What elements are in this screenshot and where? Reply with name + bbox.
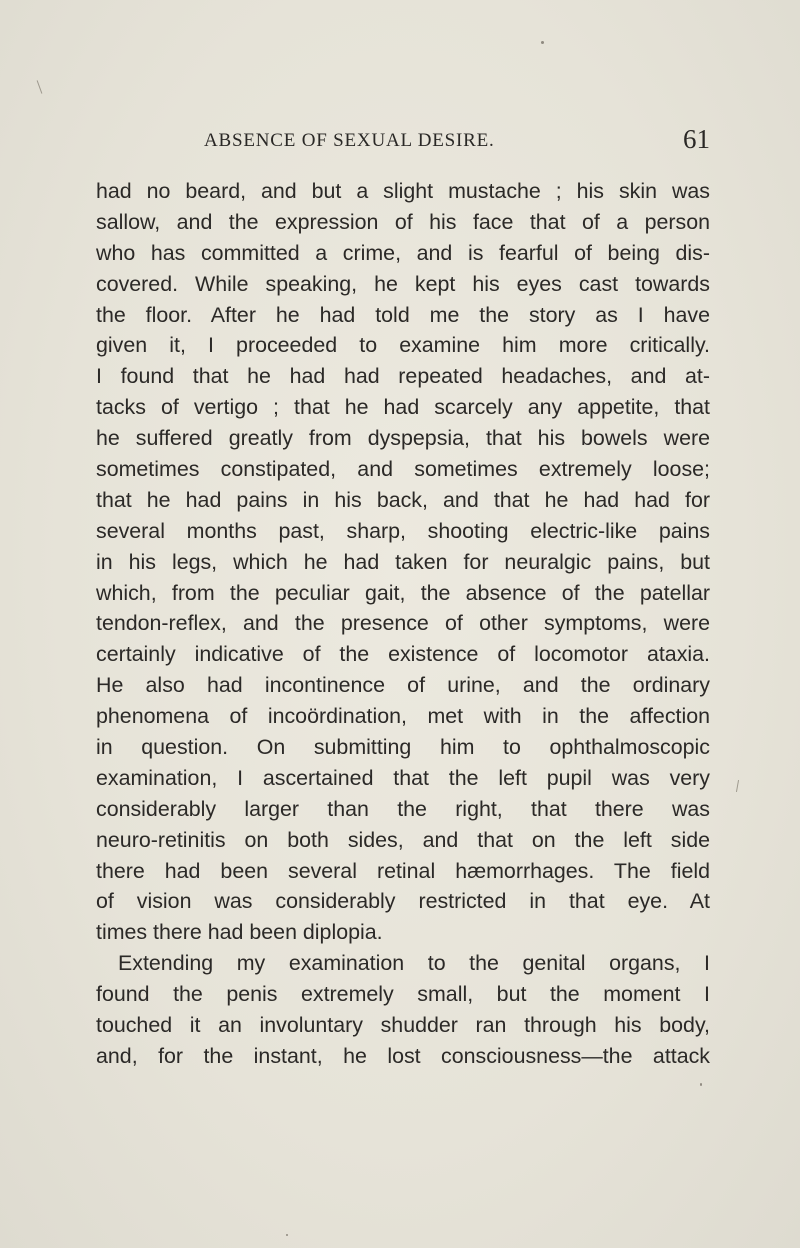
text-line: and, for the instant, he lost consciousness—the attack — [96, 1043, 710, 1068]
text-line: he suffered greatly from dyspepsia, that his bowels were — [96, 426, 710, 451]
text-line: who has committed a crime, and is fearful of being dis- — [96, 240, 710, 265]
text-line: phenomena of incoördination, met with in the affection — [96, 704, 710, 729]
text-line-paragraph-end: times there had been diplopia. — [96, 920, 383, 945]
text-line: He also had incontinence of urine, and the ordinary — [96, 673, 710, 698]
text-line: had no beard, and but a slight mustache ; his skin was — [96, 179, 710, 203]
running-title: ABSENCE OF SEXUAL DESIRE. — [204, 130, 495, 151]
scan-speck — [541, 41, 544, 44]
text-line: touched it an involuntary shudder ran through his body, — [96, 1013, 710, 1038]
scan-mark — [736, 780, 739, 792]
text-line: given it, I proceeded to examine him more critically. — [96, 333, 710, 358]
text-line: examination, I ascertained that the left pupil was very — [96, 765, 710, 790]
scan-speck — [700, 1083, 702, 1086]
text-line: in question. On submitting him to ophthalmoscopic — [96, 735, 710, 760]
text-line: covered. While speaking, he kept his eyes cast towards — [96, 271, 710, 296]
text-line: I found that he had had repeated headaches, and at- — [96, 364, 710, 389]
text-line: found the penis extremely small, but the moment I — [96, 982, 710, 1007]
text-line: there had been several retinal hæmorrhages. The field — [96, 858, 710, 883]
scan-speck — [286, 1234, 288, 1236]
page-number: 61 — [683, 124, 710, 154]
text-line: sometimes constipated, and sometimes extremely loose; — [96, 457, 710, 482]
scan-mark — [37, 80, 43, 93]
text-line: tacks of vertigo ; that he had scarcely any appetite, that — [96, 395, 710, 420]
running-head — [96, 124, 710, 156]
text-line: sallow, and the expression of his face that of a person — [96, 209, 710, 234]
text-line: of vision was considerably restricted in that eye. At — [96, 889, 710, 914]
text-line: certainly indicative of the existence of locomotor ataxia. — [96, 642, 710, 667]
text-line: neuro-retinitis on both sides, and that on the left side — [96, 827, 710, 852]
text-line: several months past, sharp, shooting electric-like pains — [96, 518, 710, 543]
text-line: in his legs, which he had taken for neuralgic pains, but — [96, 549, 710, 574]
text-line: that he had pains in his back, and that he had had for — [96, 487, 710, 512]
text-line: which, from the peculiar gait, the absence of the patellar — [96, 580, 710, 605]
text-line: tendon-reflex, and the presence of other symptoms, were — [96, 611, 710, 636]
text-line-paragraph-start: Extending my examination to the genital organs, I — [118, 951, 710, 976]
text-line: the floor. After he had told me the story as I have — [96, 302, 710, 327]
body-text — [96, 176, 710, 1072]
text-line: considerably larger than the right, that there was — [96, 796, 710, 821]
